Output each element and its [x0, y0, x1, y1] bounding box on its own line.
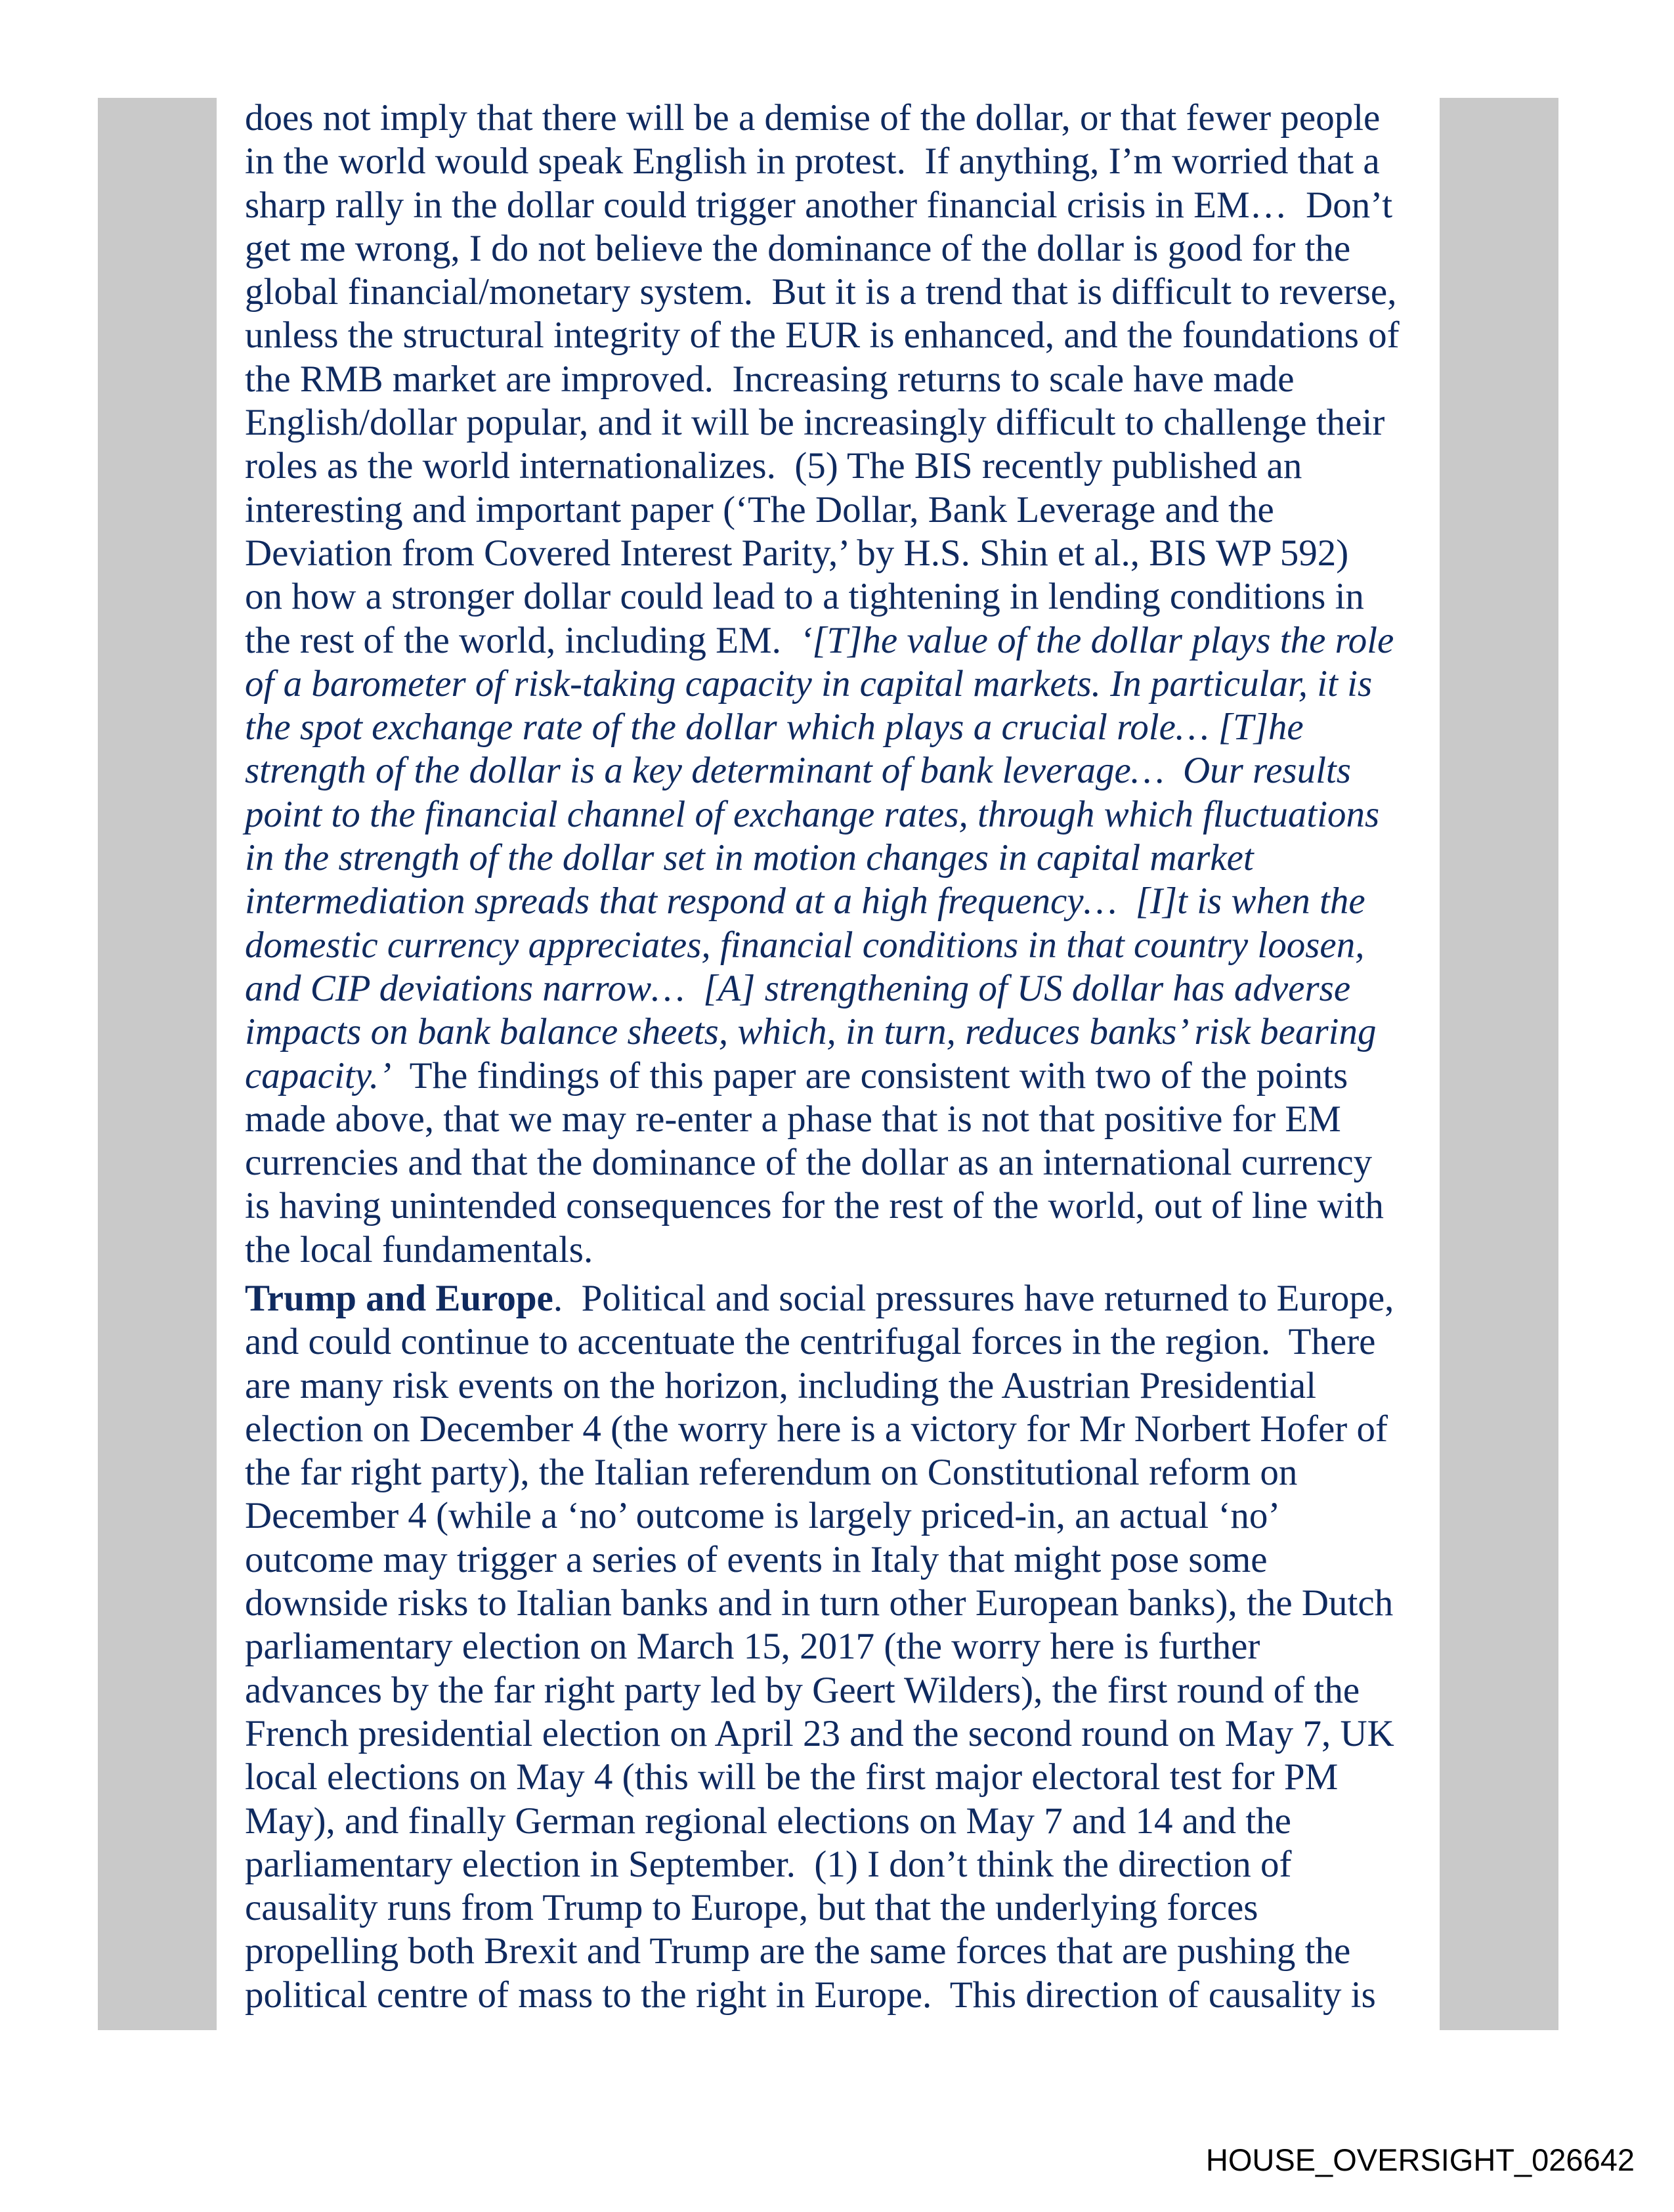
quoted-text: strength of the dollar is a key determinant of bank leverage… Our results [245, 750, 1351, 792]
text-line [245, 1669, 1433, 1712]
quoted-text: point to the financial channel of exchange rates, through which fluctuations [245, 793, 1380, 835]
body-text: roles as the world internationalizes. (5) The BIS recently published an [245, 445, 1302, 487]
body-text: political centre of mass to the right in Europe. This direction of causality is [245, 1974, 1376, 2016]
body-text: the rest of the world, including EM. [245, 619, 800, 661]
quoted-text: of a barometer of risk-taking capacity in capital markets. In particular, it is [245, 662, 1373, 705]
body-text: in the world would speak English in protest. If anything, I’m worried that a [245, 141, 1380, 183]
quoted-text: the spot exchange rate of the dollar which plays a crucial role… [T]he [245, 706, 1304, 748]
text-line [245, 1494, 1433, 1538]
body-text: is having unintended consequences for the rest of the world, out of line with [245, 1185, 1384, 1227]
paragraph-trump-and-europe [245, 1277, 1433, 2017]
body-text: interesting and important paper (‘The Dollar, Bank Leverage and the [245, 488, 1274, 531]
text-line [245, 184, 1433, 227]
paragraph-dollar-dominance [245, 97, 1433, 1272]
body-text: downside risks to Italian banks and in turn other European banks), the Dutch [245, 1582, 1394, 1624]
body-text: outcome may trigger a series of events in Italy that might pose some [245, 1538, 1268, 1580]
text-line [245, 532, 1433, 575]
body-text: English/dollar popular, and it will be increasingly difficult to challenge their [245, 402, 1385, 444]
text-line [245, 749, 1433, 792]
quoted-text: intermediation spreads that respond at a high frequency… [I]t is when the [245, 880, 1365, 922]
section-heading: Trump and Europe [245, 1278, 553, 1319]
text-line [245, 1320, 1433, 1364]
text-line [245, 1228, 1433, 1272]
text-line [245, 1277, 1433, 1320]
body-text: French presidential election on April 23 and the second round on May 7, UK [245, 1712, 1394, 1754]
text-line [245, 1184, 1433, 1228]
body-text: parliamentary election on March 15, 2017 (the worry here is further [245, 1626, 1260, 1668]
text-line [245, 1010, 1433, 1054]
body-text: the far right party), the Italian referendum on Constitutional reform on [245, 1452, 1298, 1494]
text-line [245, 575, 1433, 618]
text-line [245, 401, 1433, 445]
quoted-text: capacity.’ [245, 1054, 392, 1096]
text-line [245, 1843, 1433, 1886]
body-text: election on December 4 (the worry here is a victory for Mr Norbert Hofer of [245, 1408, 1388, 1450]
text-line [245, 1582, 1433, 1625]
text-line [245, 1408, 1433, 1451]
text-line [245, 1364, 1433, 1408]
text-line [245, 140, 1433, 183]
body-text: on how a stronger dollar could lead to a tightening in lending conditions in [245, 576, 1364, 618]
body-text: unless the structural integrity of the EUR is enhanced, and the foundations of [245, 314, 1400, 357]
body-text: The findings of this paper are consistent with two of the points [391, 1054, 1348, 1096]
quoted-text: ‘[T]he value of the dollar plays the role [800, 619, 1394, 661]
text-line [245, 488, 1433, 532]
body-text: get me wrong, I do not believe the dominance of the dollar is good for the [245, 227, 1351, 269]
text-line [245, 1141, 1433, 1184]
body-text: May), and finally German regional elections on May 7 and 14 and the [245, 1800, 1291, 1842]
text-line [245, 1756, 1433, 1799]
text-line [245, 1886, 1433, 1930]
text-line [245, 967, 1433, 1010]
text-line [245, 924, 1433, 967]
body-text: causality runs from Trump to Europe, but that the underlying forces [245, 1887, 1258, 1929]
text-line [245, 1930, 1433, 1973]
text-line [245, 1054, 1433, 1098]
bates-number: HOUSE_OVERSIGHT_026642 [1205, 2142, 1635, 2177]
text-line [245, 1451, 1433, 1494]
body-text: made above, that we may re-enter a phase that is not that positive for EM [245, 1098, 1341, 1140]
body-text: and could continue to accentuate the centrifugal forces in the region. There [245, 1321, 1376, 1363]
right-margin-bar [1440, 98, 1558, 2030]
body-text: currencies and that the dominance of the dollar as an international currency [245, 1142, 1373, 1184]
text-line [245, 793, 1433, 836]
quoted-text: and CIP deviations narrow… [A] strengthening of US dollar has adverse [245, 967, 1351, 1009]
text-line [245, 880, 1433, 923]
body-text: December 4 (while a ‘no’ outcome is largely priced-in, an actual ‘no’ [245, 1495, 1281, 1537]
quoted-text: impacts on bank balance sheets, which, in turn, reduces banks’ risk bearing [245, 1011, 1377, 1053]
body-text: global financial/monetary system. But it is a trend that is difficult to reverse, [245, 271, 1397, 313]
body-text: propelling both Brexit and Trump are the same forces that are pushing the [245, 1930, 1351, 1972]
text-line [245, 1712, 1433, 1756]
text-line [245, 314, 1433, 357]
text-line [245, 1625, 1433, 1668]
body-text: Deviation from Covered Interest Parity,’ by H.S. Shin et al., BIS WP 592) [245, 532, 1349, 574]
body-text: . Political and social pressures have returned to Europe, [553, 1278, 1394, 1319]
text-line [245, 1098, 1433, 1141]
text-line [245, 1974, 1433, 2017]
body-text: parliamentary election in September. (1) I don’t think the direction of [245, 1843, 1292, 1885]
text-line [245, 97, 1433, 140]
text-line [245, 706, 1433, 749]
body-text: does not imply that there will be a demise of the dollar, or that fewer people [245, 97, 1381, 139]
left-margin-bar [98, 98, 217, 2030]
text-line [245, 227, 1433, 271]
body-text: local elections on May 4 (this will be the first major electoral test for PM [245, 1756, 1339, 1798]
text-line [245, 662, 1433, 706]
text-line [245, 619, 1433, 662]
body-text: sharp rally in the dollar could trigger another financial crisis in EM… Don’t [245, 184, 1393, 226]
body-text: advances by the far right party led by Geert Wilders), the first round of the [245, 1669, 1360, 1711]
quoted-text: in the strength of the dollar set in motion changes in capital market [245, 837, 1254, 879]
text-line [245, 445, 1433, 488]
body-text: the local fundamentals. [245, 1228, 593, 1270]
body-text: are many risk events on the horizon, including the Austrian Presidential [245, 1364, 1317, 1406]
quoted-text: domestic currency appreciates, financial conditions in that country loosen, [245, 924, 1365, 966]
text-line [245, 1538, 1433, 1582]
body-text: the RMB market are improved. Increasing returns to scale have made [245, 358, 1295, 400]
text-line [245, 1800, 1433, 1843]
text-line [245, 836, 1433, 880]
text-line [245, 271, 1433, 314]
text-line [245, 358, 1433, 401]
